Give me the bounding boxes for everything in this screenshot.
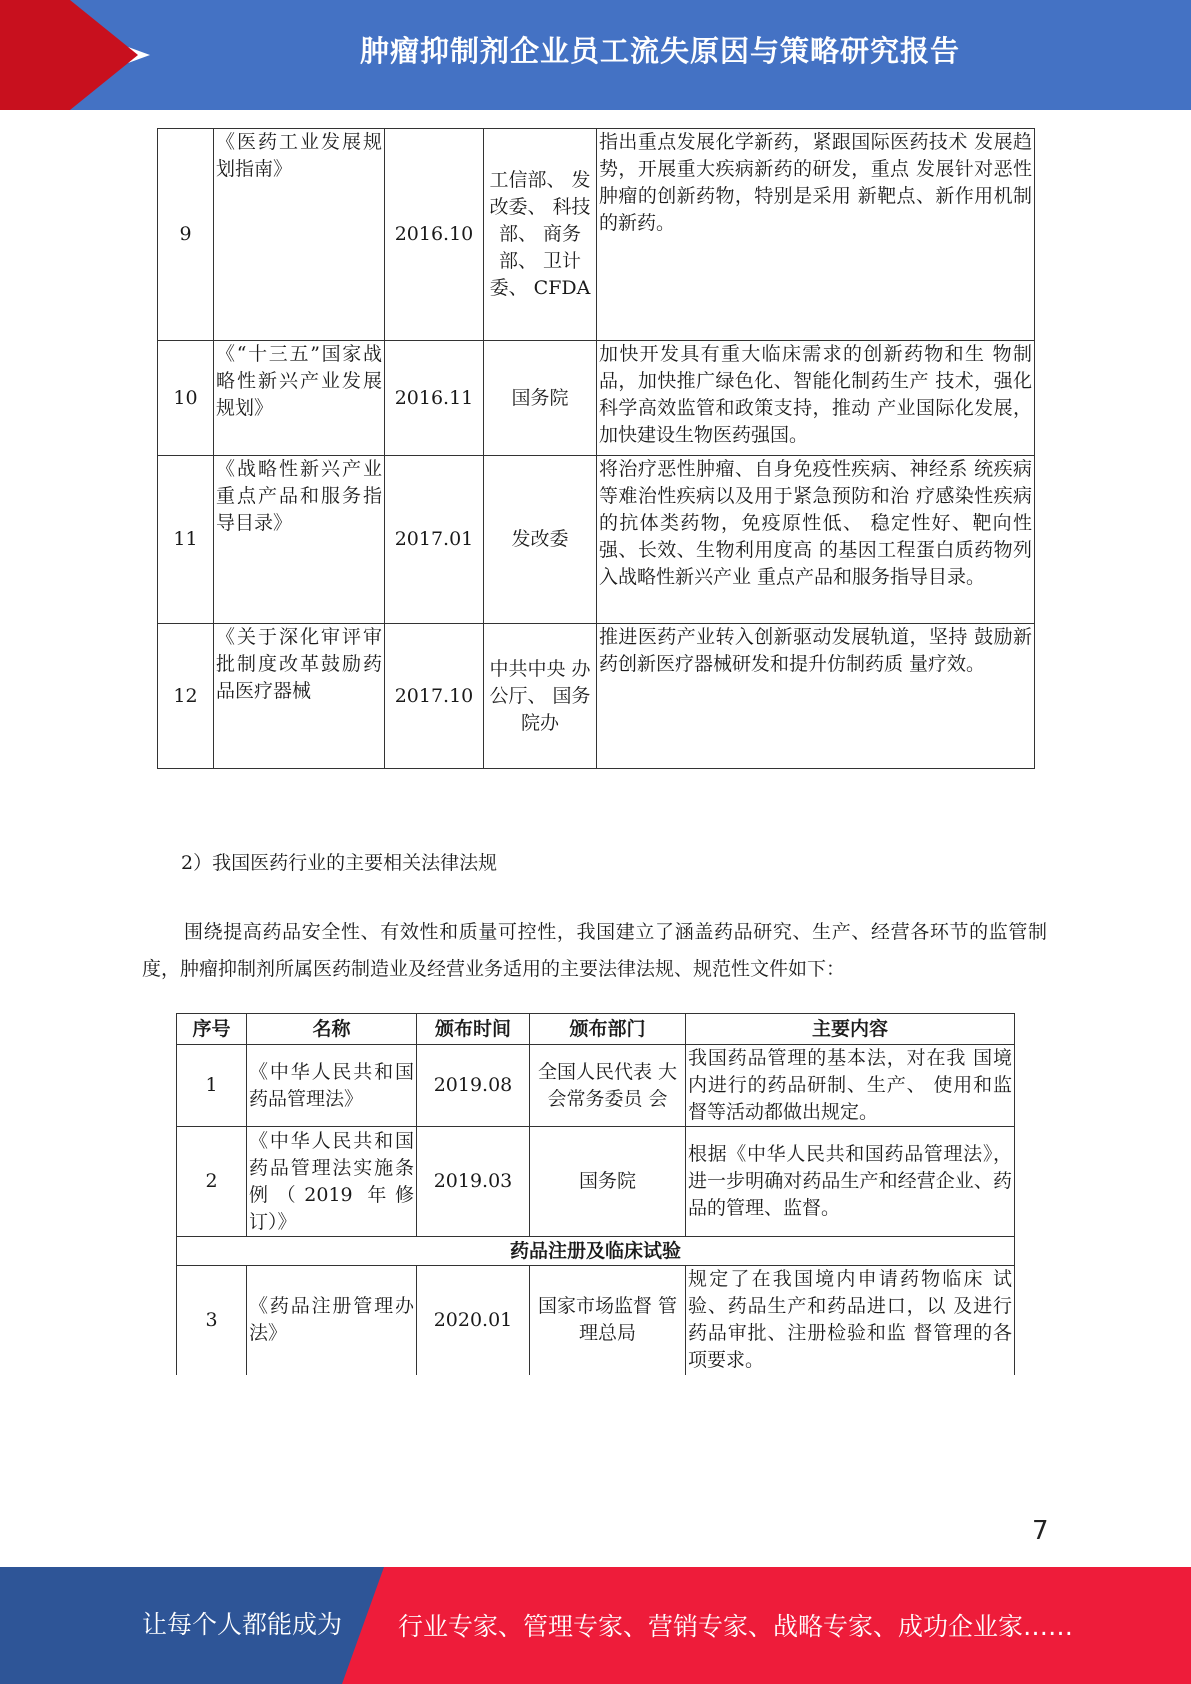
- main-content: 指出重点发展化学新药，紧跟国际医药技术 发展趋势，开展重大疾病新药的研发，重点 发展针对恶性肿瘤的创新药物，特别是采用 新靶点、新作用机制的新药。: [597, 129, 1035, 341]
- header-red-block: [0, 0, 70, 110]
- header-no: 序号: [177, 1014, 247, 1045]
- issue-date: 2016.10: [385, 129, 484, 341]
- main-content: 根据《中华人民共和国药品管理法》，进一步明确对药品生产和经营企业、药品的管理、监督。: [686, 1127, 1015, 1237]
- table-row: [177, 1045, 1015, 1127]
- issue-date: 2017.10: [385, 624, 484, 769]
- row-number: 10: [158, 341, 214, 456]
- table-row: [158, 624, 1035, 769]
- main-content: 规定了在我国境内申请药物临床 试验、药品生产和药品进口，以 及进行药品审批、注册检验和监 督管理的各项要求。: [686, 1266, 1015, 1375]
- table-row: [158, 129, 1035, 341]
- doc-name: 《医药工业发展规划指南》: [214, 129, 385, 341]
- header-banner: [0, 0, 1191, 110]
- law-name: 《药品注册管理办法》: [247, 1266, 417, 1375]
- row-number: 1: [177, 1045, 247, 1127]
- issuing-dept: 发改委: [484, 456, 597, 624]
- issue-date: 2019.03: [417, 1127, 530, 1237]
- footer-slogan-left: 让每个人都能成为: [142, 1610, 343, 1639]
- page-number: 7: [1032, 1516, 1049, 1546]
- issuing-dept: 全国人民代表 大会常务委员 会: [530, 1045, 686, 1127]
- table-header-row: [177, 1014, 1015, 1045]
- issuing-dept: 工信部、 发改委、 科技部、 商务部、 卫计委、 CFDA: [484, 129, 597, 341]
- table-row: [158, 341, 1035, 456]
- issuing-dept: 中共中央 办公厅、 国务院办: [484, 624, 597, 769]
- footer-slogan-right: 行业专家、管理专家、营销专家、战略专家、成功企业家……: [398, 1612, 1074, 1641]
- header-content: 主要内容: [686, 1014, 1015, 1045]
- table-row: [177, 1127, 1015, 1237]
- issuing-dept: 国务院: [484, 341, 597, 456]
- policy-table: [157, 128, 1035, 769]
- footer-banner: [0, 1567, 1191, 1684]
- row-number: 12: [158, 624, 214, 769]
- law-table: [176, 1013, 1015, 1375]
- section-title: 药品注册及临床试验: [177, 1237, 1015, 1266]
- row-number: 9: [158, 129, 214, 341]
- row-number: 2: [177, 1127, 247, 1237]
- header-dept: 颁布部门: [530, 1014, 686, 1045]
- page-title: 肿瘤抑制剂企业员工流失原因与策略研究报告: [359, 34, 960, 68]
- issue-date: 2017.01: [385, 456, 484, 624]
- row-number: 3: [177, 1266, 247, 1375]
- section-subheading: 2）我国医药行业的主要相关法律法规: [181, 852, 498, 874]
- header-name: 名称: [247, 1014, 417, 1045]
- main-content: 加快开发具有重大临床需求的创新药物和生 物制品，加快推广绿色化、智能化制药生产 技术，强化科学高效监管和政策支持，推动 产业国际化发展，加快建设生物医药强国。: [597, 341, 1035, 456]
- section-row: [177, 1237, 1015, 1266]
- law-name: 《中华人民共和国药品管理法》: [247, 1045, 417, 1127]
- issuing-dept: 国务院: [530, 1127, 686, 1237]
- main-content: 我国药品管理的基本法，对在我 国境内进行的药品研制、生产、 使用和监督等活动都做出规定。: [686, 1045, 1015, 1127]
- issuing-dept: 国家市场监督 管理总局: [530, 1266, 686, 1375]
- issue-date: 2019.08: [417, 1045, 530, 1127]
- main-content: 将治疗恶性肿瘤、自身免疫性疾病、神经系 统疾病等难治性疾病以及用于紧急预防和治 疗感染性疾病的抗体类药物，免疫原性低、 稳定性好、靶向性强、长效、生物利用度高 的基因工程蛋白质药物列入战略性新兴产业 重点产品和服务指导目录。: [597, 456, 1035, 624]
- law-name: 《中华人民共和国药品管理法实施条例（2019 年修订）》: [247, 1127, 417, 1237]
- doc-name: 《关于深化审评审批制度改革鼓励药品医疗器械: [214, 624, 385, 769]
- header-red-arrow: [70, 0, 138, 110]
- issue-date: 2020.01: [417, 1266, 530, 1375]
- table-row: [177, 1266, 1015, 1375]
- table-row: [158, 456, 1035, 624]
- doc-name: 《“十三五”国家战略性新兴产业发展规划》: [214, 341, 385, 456]
- header-date: 颁布时间: [417, 1014, 530, 1045]
- row-number: 11: [158, 456, 214, 624]
- main-content: 推进医药产业转入创新驱动发展轨道，坚持 鼓励新药创新医疗器械研发和提升仿制药质 量疗效。: [597, 624, 1035, 769]
- doc-name: 《战略性新兴产业重点产品和服务指导目录》: [214, 456, 385, 624]
- body-paragraph: 围绕提高药品安全性、有效性和质量可控性，我国建立了涵盖药品研究、生产、经营各环节的监管制度，肿瘤抑制剂所属医药制造业及经营业务适用的主要法律法规、规范性文件如下：: [142, 921, 1047, 980]
- issue-date: 2016.11: [385, 341, 484, 456]
